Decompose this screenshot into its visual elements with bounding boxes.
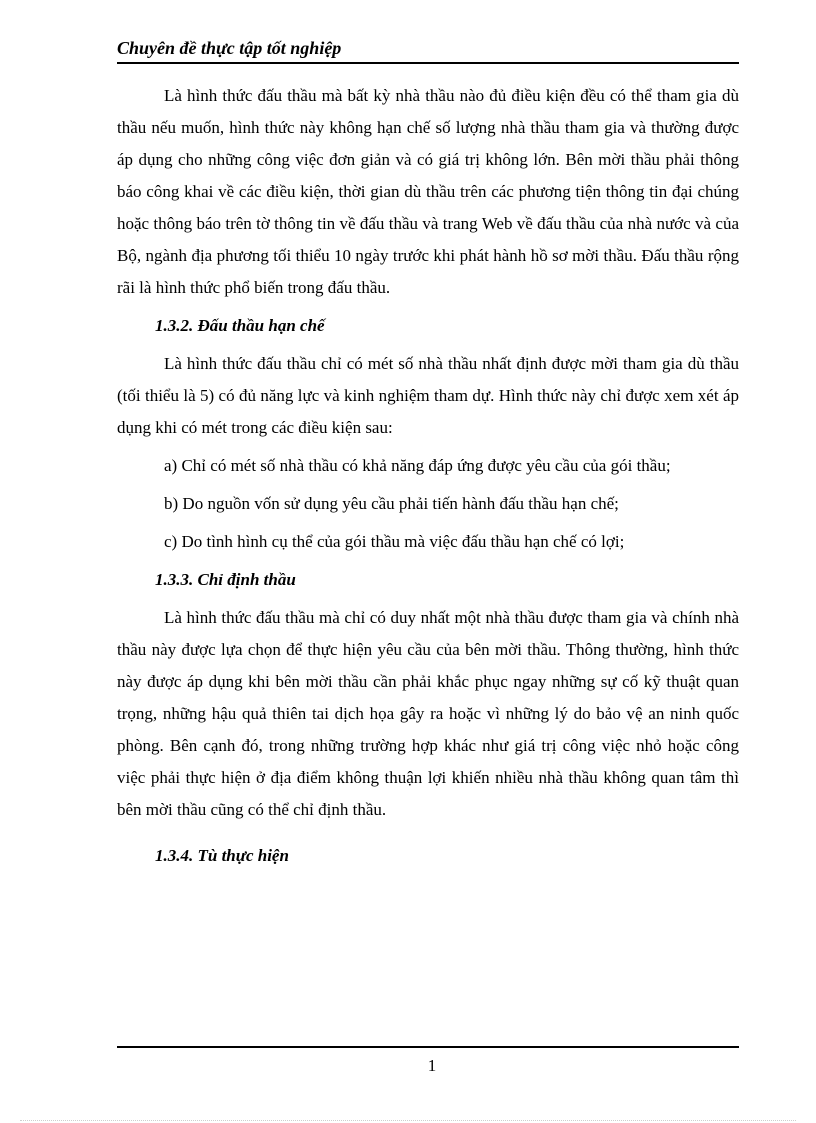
section-heading-1-3-4: 1.3.4. Tù thực hiện (155, 846, 289, 865)
footer-rule (117, 1046, 739, 1048)
document-body (117, 80, 739, 878)
list-item-a: a) Chỉ có mét số nhà thầu có khả năng đáp ứng được yêu cầu của gói thầu; (164, 456, 671, 475)
list-item-c: c) Do tình hình cụ thể của gói thầu mà việc đấu thầu hạn chế có lợi; (164, 532, 625, 551)
header-rule (117, 62, 739, 64)
paragraph-direct-appointment: Là hình thức đấu thầu mà chỉ có duy nhất một nhà thầu được tham gia và chính nhà thầu này được lựa chọn để thực hiện yêu cầu của bên mời thầu. Thông thường, hình thức này được áp dụng khi bên mời thầu cần phải khắc phục ngay những sự cố kỹ thuật quan trọng, những hậu quả thiên tai dịch họa gây ra hoặc vì những lý do bảo vệ an ninh quốc phòng. Bên cạnh đó, trong những trường hợp khác như giá trị công việc nhỏ hoặc công việc phải thực hiện ở địa điểm không thuận lợi khiến nhiều nhà thầu không quan tâm thì bên mời thầu cũng có thể chỉ định thầu. (117, 608, 739, 819)
header-title: Chuyên đề thực tập tốt nghiệp (117, 38, 342, 58)
paragraph-limited-tender: Là hình thức đấu thầu chỉ có mét số nhà thầu nhất định được mời tham gia dù thầu (tối thiểu là 5) có đủ năng lực và kinh nghiệm tham dự. Hình thức này chỉ được xem xét áp dụng khi có mét trong các điều kiện sau: (117, 354, 739, 437)
paragraph-open-tender: Là hình thức đấu thầu mà bất kỳ nhà thầu nào đủ điều kiện đều có thể tham gia dù thầu nếu muốn, hình thức này không hạn chế số lượng nhà thầu tham gia và thường được áp dụng cho những công việc đơn giản và có giá trị không lớn. Bên mời thầu phải thông báo công khai về các điều kiện, thời gian dù thầu trên các phương tiện thông tin đại chúng hoặc thông báo trên tờ thông tin về đấu thầu và trang Web về đấu thầu của nhà nước và của Bộ, ngành địa phương tối thiểu 10 ngày trước khi phát hành hồ sơ mời thầu. Đấu thầu rộng rãi là hình thức phổ biến trong đấu thầu. (117, 86, 739, 297)
list-item-b: b) Do nguồn vốn sử dụng yêu cầu phải tiến hành đấu thầu hạn chế; (164, 494, 619, 513)
page-number: 1 (427, 1056, 437, 1075)
page-bottom-dotted-line (20, 1120, 796, 1121)
section-heading-1-3-3: 1.3.3. Chỉ định thầu (155, 570, 296, 589)
section-heading-1-3-2: 1.3.2. Đấu thầu hạn chế (155, 316, 325, 335)
